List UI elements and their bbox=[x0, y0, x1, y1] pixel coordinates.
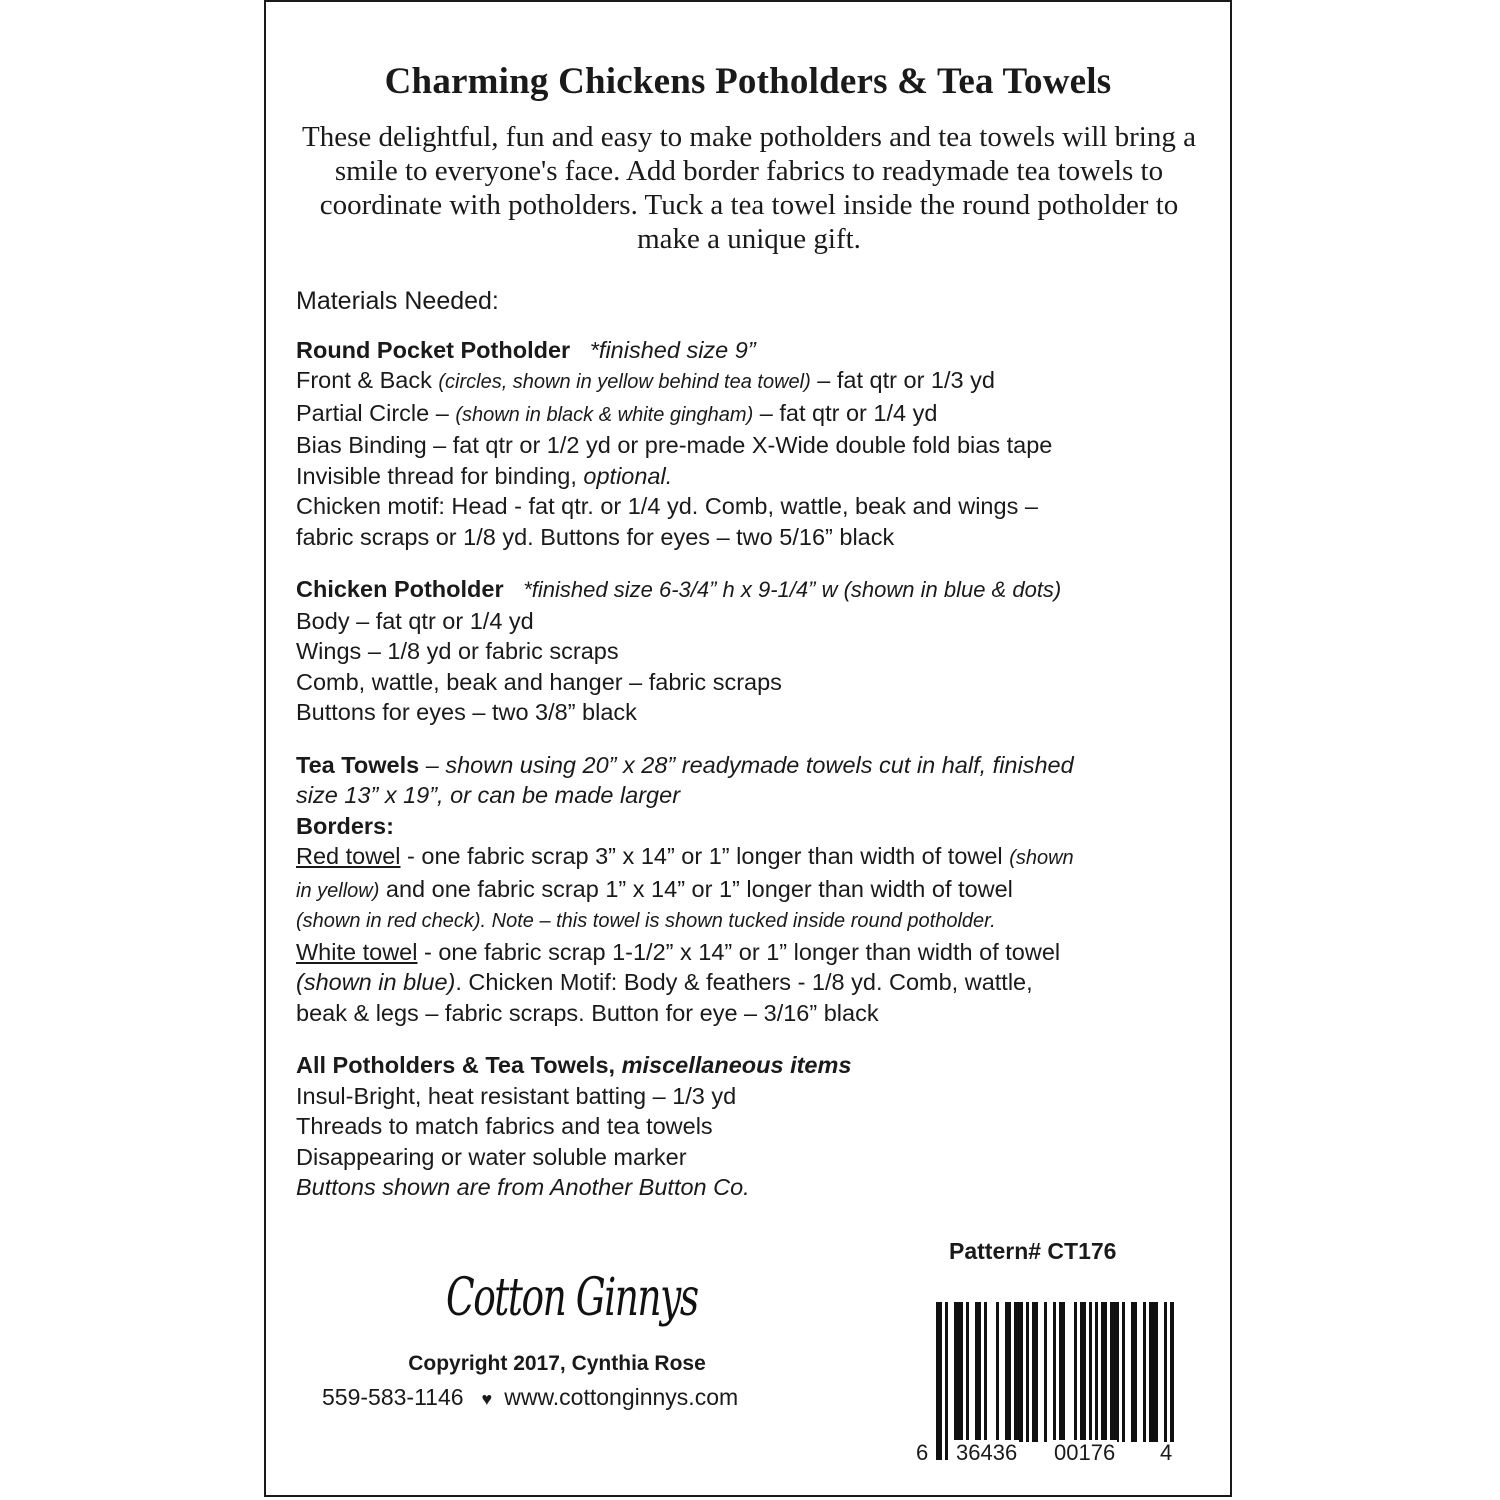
barcode-bar bbox=[975, 1302, 981, 1442]
barcode-bar bbox=[1074, 1302, 1077, 1442]
white-towel-text2: . Chicken Motif: Body & feathers - 1/8 yd. Comb, wattle, bbox=[455, 969, 1033, 995]
misc-line-marker: Disappearing or water soluble marker bbox=[296, 1143, 687, 1170]
barcode-bar bbox=[1026, 1302, 1029, 1442]
barcode-bar bbox=[1089, 1302, 1092, 1460]
towels-desc2: size 13” x 19”, or can be made larger bbox=[296, 782, 681, 808]
red-towel-line1 bbox=[296, 841, 1206, 874]
chicken-line-body: Body – fat qtr or 1/4 yd bbox=[296, 607, 534, 634]
red-towel-note3: (shown in red check). Note – this towel is shown tucked inside round potholder. bbox=[296, 910, 996, 932]
barcode-bar bbox=[1005, 1302, 1011, 1442]
materials-section bbox=[296, 286, 1206, 1203]
barcode-bars bbox=[914, 1302, 1174, 1472]
round-size: *finished size 9” bbox=[589, 336, 756, 363]
barcode-group-left: 36436 bbox=[956, 1440, 1018, 1465]
misc-line-threads: Threads to match fabrics and tea towels bbox=[296, 1113, 713, 1139]
round-line-thread bbox=[296, 461, 1206, 492]
barcode bbox=[914, 1302, 1174, 1472]
red-towel-note2: in yellow) bbox=[296, 879, 380, 902]
red-towel-text2: and one fabric scrap 1” x 14” or 1” longer than width of towel bbox=[379, 875, 1013, 902]
round-line-partial-circle bbox=[296, 398, 1206, 431]
barcode-bar bbox=[1170, 1302, 1174, 1442]
misc-line-buttons: Buttons shown are from Another Button Co. bbox=[296, 1174, 750, 1200]
misc-heading-italic: miscellaneous items bbox=[621, 1052, 852, 1078]
misc-heading-bold: All Potholders & Tea Towels, bbox=[296, 1052, 622, 1078]
misc-section bbox=[296, 1050, 1206, 1203]
barcode-bar bbox=[1053, 1302, 1056, 1442]
chicken-potholder-section bbox=[296, 574, 1206, 728]
chicken-line-wings: Wings – 1/8 yd or fabric scraps bbox=[296, 638, 619, 664]
red-towel-text: - one fabric scrap 3” x 14” or 1” longer than width of towel bbox=[400, 843, 1010, 869]
round-line1-amount: – fat qtr or 1/3 yd bbox=[810, 367, 995, 393]
barcode-bar bbox=[1143, 1302, 1146, 1442]
round-line4-text: Invisible thread for binding, bbox=[296, 462, 584, 489]
white-towel-text: - one fabric scrap 1-1/2” x 14” or 1” longer than width of towel bbox=[417, 938, 1061, 965]
website-link: www.cottonginnys.com bbox=[504, 1384, 739, 1410]
barcode-bar bbox=[954, 1302, 963, 1442]
barcode-bar bbox=[966, 1302, 969, 1442]
chicken-line-comb: Comb, wattle, beak and hanger – fabric scraps bbox=[296, 668, 782, 695]
round-line2-note: (shown in black & white gingham) bbox=[455, 403, 754, 426]
barcode-bar bbox=[1122, 1302, 1125, 1442]
chicken-heading: Chicken Potholder bbox=[296, 576, 504, 602]
cotton-ginnys-logo: Cotton Ginnys bbox=[446, 1268, 698, 1328]
towels-dash: – bbox=[419, 751, 446, 778]
round-line2-text: Partial Circle – bbox=[296, 399, 456, 426]
red-towel-label: Red towel bbox=[296, 843, 401, 869]
barcode-bar bbox=[945, 1302, 948, 1460]
red-towel-line2 bbox=[296, 874, 1206, 907]
barcode-bar bbox=[1149, 1302, 1158, 1442]
round-line2-amount: – fat qtr or 1/4 yd bbox=[753, 399, 938, 426]
barcode-group-right: 00176 bbox=[1054, 1440, 1116, 1465]
barcode-bar bbox=[1101, 1302, 1107, 1442]
round-line4-optional: optional. bbox=[583, 462, 673, 489]
towels-heading: Tea Towels bbox=[296, 751, 420, 778]
white-towel-note: (shown in blue) bbox=[296, 969, 456, 995]
barcode-bar bbox=[1110, 1302, 1119, 1442]
round-line-front-back bbox=[296, 365, 1206, 398]
barcode-bar bbox=[1164, 1302, 1167, 1442]
barcode-bar bbox=[936, 1302, 942, 1460]
round-line1-text: Front & Back bbox=[296, 367, 439, 393]
barcode-digit-first: 6 bbox=[916, 1440, 929, 1465]
tea-towels-section bbox=[296, 750, 1206, 1029]
pattern-number: Pattern# CT176 bbox=[949, 1238, 1117, 1264]
white-towel-line1 bbox=[296, 937, 1206, 968]
materials-heading: Materials Needed: bbox=[296, 287, 499, 315]
contact-line bbox=[322, 1384, 738, 1411]
round-potholder-section bbox=[296, 335, 1206, 553]
white-towel-line2 bbox=[296, 967, 1206, 998]
round-line-motif-cont: fabric scraps or 1/8 yd. Buttons for eyes – two 5/16” black bbox=[296, 523, 895, 550]
chicken-size: *finished size 6-3/4” h x 9-1/4” w (shown in blue & dots) bbox=[523, 577, 1062, 602]
barcode-bar bbox=[996, 1302, 999, 1442]
heart-icon: ♥ bbox=[481, 1389, 493, 1409]
barcode-bar bbox=[1131, 1302, 1137, 1442]
barcode-digit-last: 4 bbox=[1160, 1440, 1173, 1465]
borders-heading: Borders: bbox=[296, 812, 394, 839]
chicken-line-buttons: Buttons for eyes – two 3/8” black bbox=[296, 699, 637, 725]
white-towel-label: White towel bbox=[296, 938, 418, 965]
red-towel-note1: (shown bbox=[1009, 847, 1074, 869]
towels-desc1: shown using 20” x 28” readymade towels cut in half, finished bbox=[445, 751, 1074, 778]
barcode-bar bbox=[1032, 1302, 1038, 1442]
barcode-bar bbox=[1080, 1302, 1086, 1460]
barcode-bar bbox=[1014, 1302, 1023, 1442]
barcode-bar bbox=[1059, 1302, 1065, 1442]
round-line1-note: (circles, shown in yellow behind tea towel) bbox=[438, 371, 811, 393]
round-line-bias: Bias Binding – fat qtr or 1/2 yd or pre-made X-Wide double fold bias tape bbox=[296, 432, 1053, 458]
barcode-bar bbox=[1095, 1302, 1098, 1460]
page-title: Charming Chickens Potholders & Tea Towels bbox=[384, 61, 1112, 102]
barcode-bar bbox=[1044, 1302, 1047, 1442]
white-towel-line3: beak & legs – fabric scraps. Button for eye – 3/16” black bbox=[296, 999, 879, 1026]
phone-number: 559-583-1146 bbox=[322, 1384, 464, 1410]
round-heading: Round Pocket Potholder bbox=[296, 336, 571, 363]
copyright: Copyright 2017, Cynthia Rose bbox=[408, 1352, 706, 1375]
round-line-motif: Chicken motif: Head - fat qtr. or 1/4 yd. Comb, wattle, beak and wings – bbox=[296, 493, 1038, 519]
misc-line-batting: Insul-Bright, heat resistant batting – 1/3 yd bbox=[296, 1082, 737, 1109]
intro-paragraph: These delightful, fun and easy to make potholders and tea towels will bring a smile to everyone's face. Add border fabrics to readymade tea towels to coordinate with potholders. Tuck a tea towel inside the round potholder to make a unique gift. bbox=[302, 121, 1196, 255]
pattern-back-cover bbox=[264, 0, 1232, 1497]
barcode-bar bbox=[984, 1302, 987, 1442]
